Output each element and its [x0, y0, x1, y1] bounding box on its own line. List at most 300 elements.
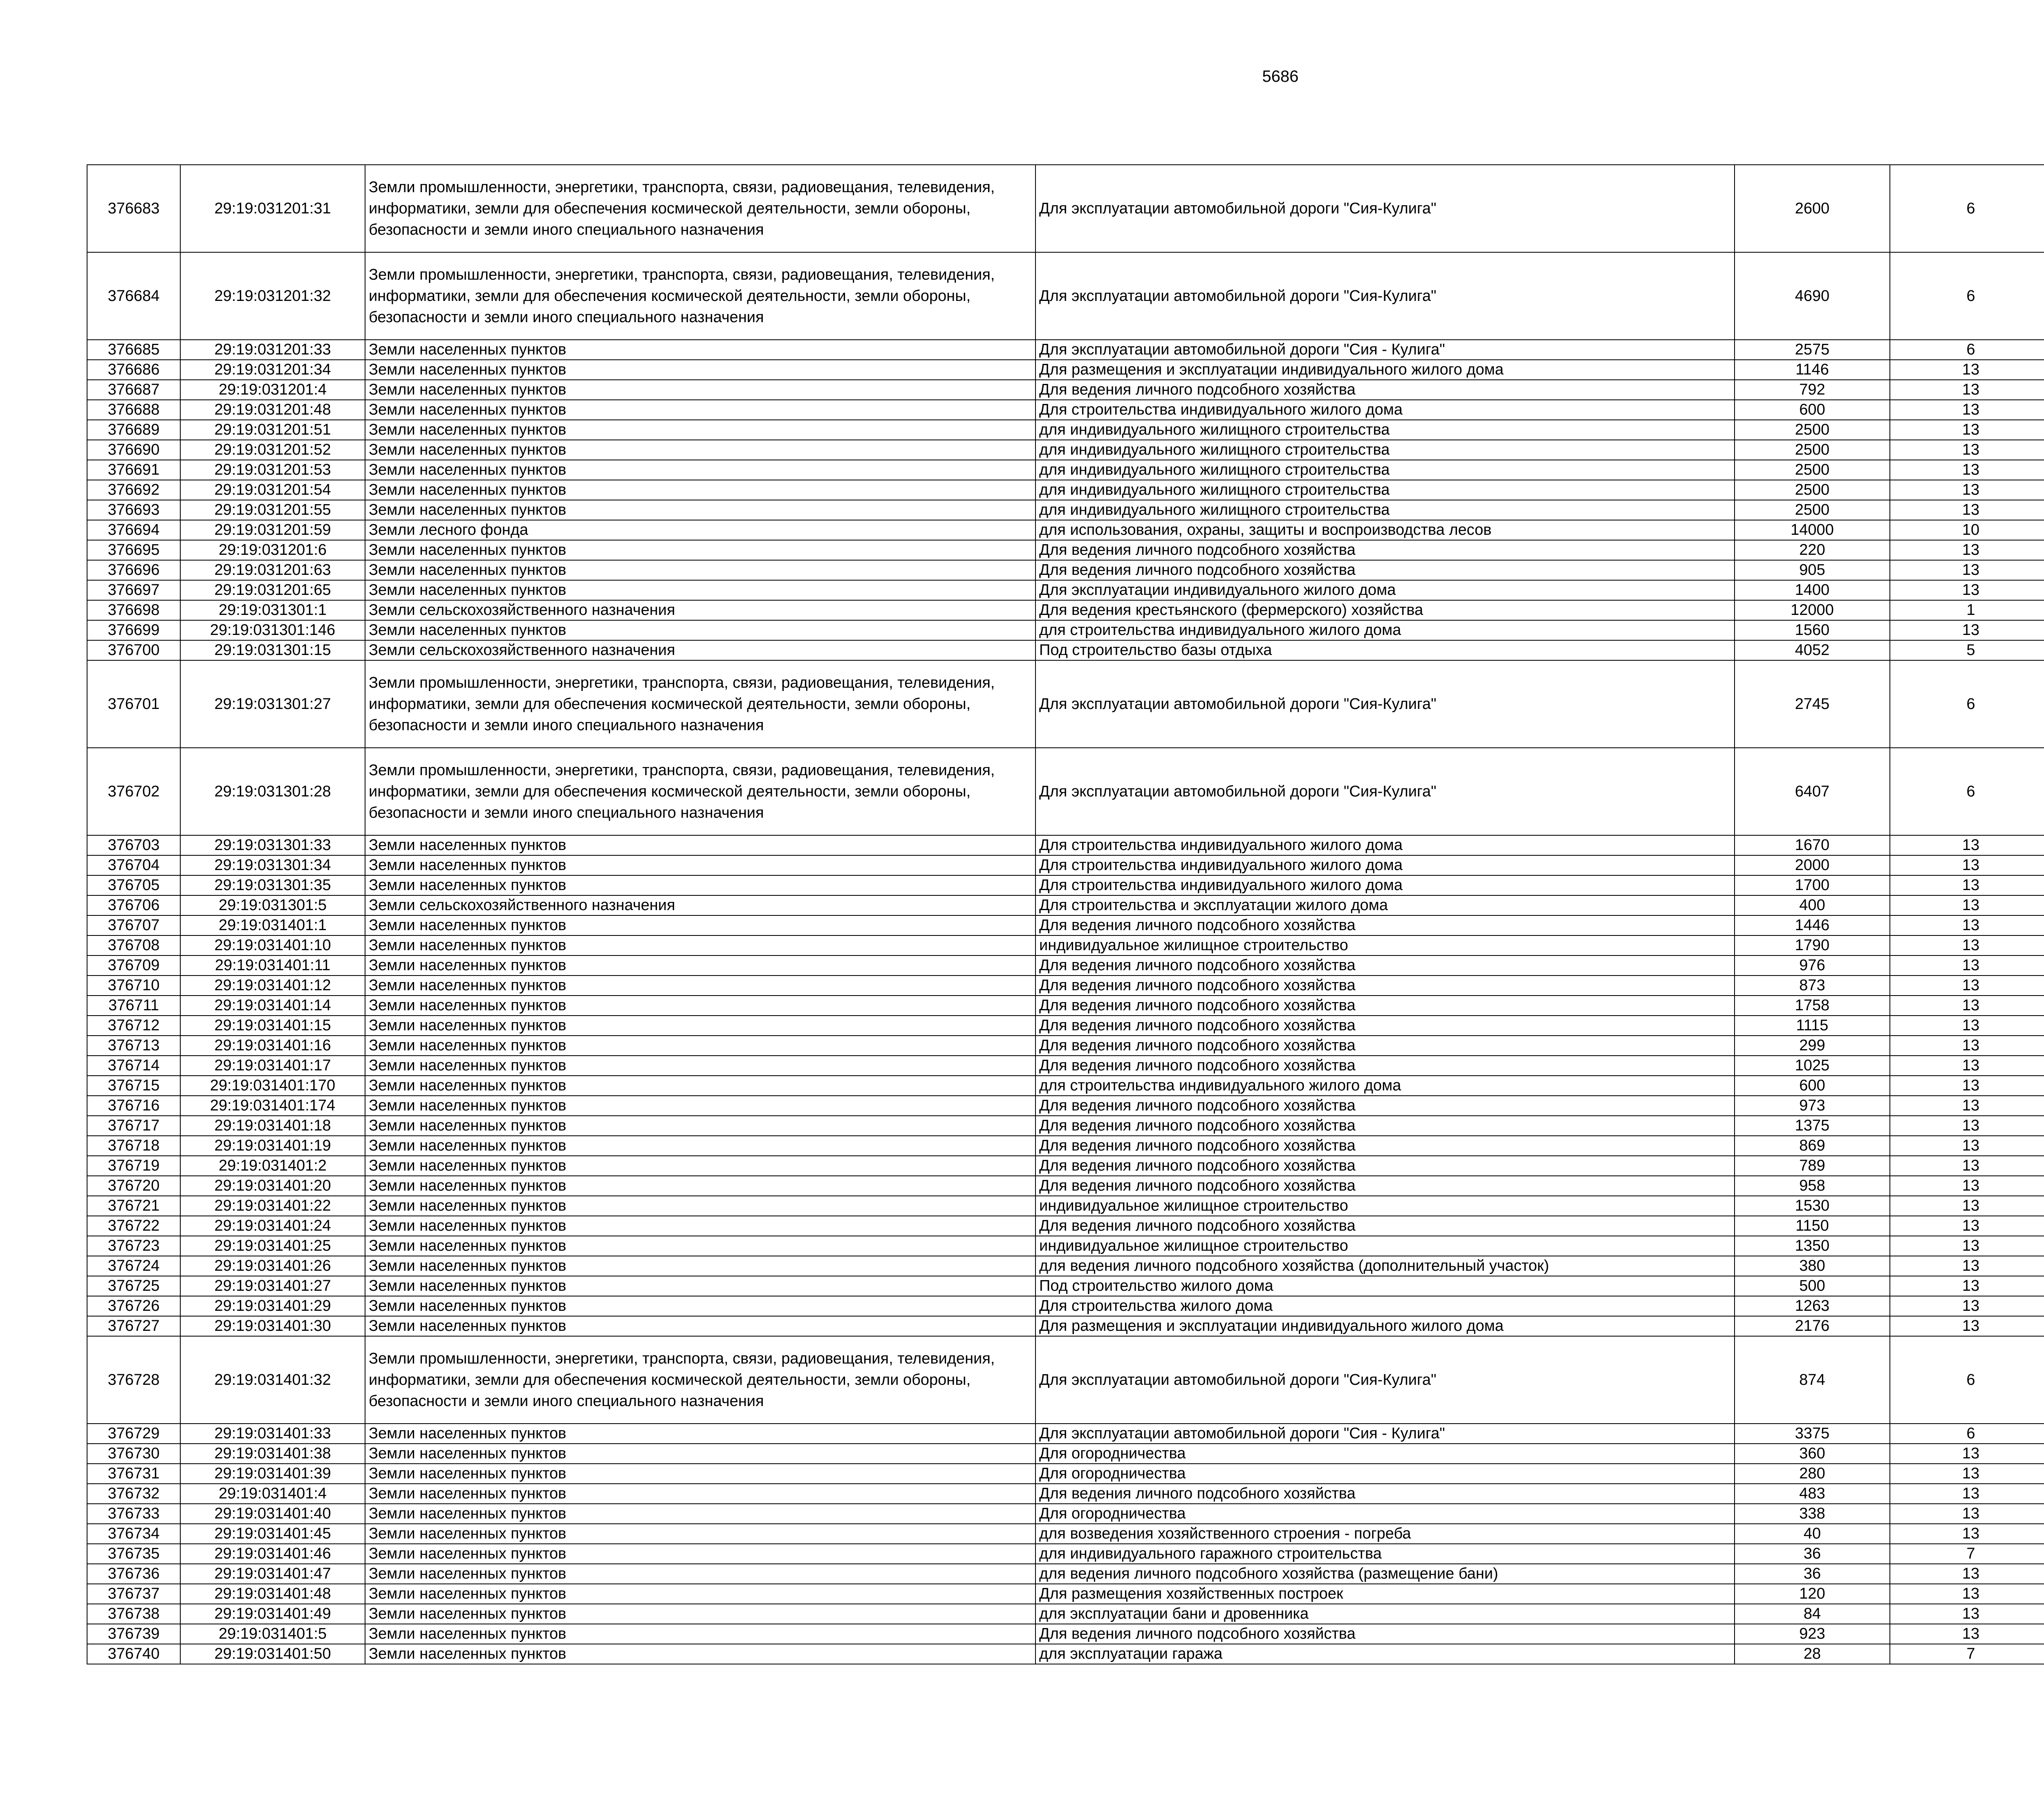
- permitted-use-cell: индивидуальное жилищное строительство: [1035, 935, 1735, 955]
- group-cell: 13: [1890, 560, 2044, 580]
- area-cell: 120: [1735, 1584, 1890, 1604]
- group-cell: 6: [1890, 748, 2044, 835]
- record-id-cell: 376740: [87, 1644, 180, 1664]
- land-category-cell: Земли промышленности, энергетики, транспорта, связи, радиовещания, телевидения, информатики, земли для обеспечения космической деятельности, земли обороны, безопасности и земли иного специального назначения: [365, 1336, 1035, 1424]
- land-category-cell: Земли населенных пунктов: [365, 1584, 1035, 1604]
- land-category-cell: Земли населенных пунктов: [365, 1076, 1035, 1096]
- cadastral-number-cell: 29:19:031301:34: [180, 855, 365, 875]
- table-row: [87, 1096, 2044, 1116]
- group-cell: 13: [1890, 1444, 2044, 1464]
- group-cell: 13: [1890, 955, 2044, 976]
- record-id-cell: 376736: [87, 1564, 180, 1584]
- table-row: [87, 1584, 2044, 1604]
- group-cell: 1: [1890, 600, 2044, 620]
- table-row: [87, 540, 2044, 560]
- area-cell: 2500: [1735, 480, 1890, 500]
- area-cell: 4052: [1735, 640, 1890, 660]
- record-id-cell: 376703: [87, 835, 180, 855]
- cadastral-number-cell: 29:19:031401:174: [180, 1096, 365, 1116]
- land-category-cell: Земли населенных пунктов: [365, 835, 1035, 855]
- permitted-use-cell: Под строительство базы отдыха: [1035, 640, 1735, 660]
- area-cell: 220: [1735, 540, 1890, 560]
- area-cell: 40: [1735, 1524, 1890, 1544]
- permitted-use-cell: Для строительства и эксплуатации жилого дома: [1035, 895, 1735, 915]
- land-category-cell: Земли сельскохозяйственного назначения: [365, 895, 1035, 915]
- land-category-cell: Земли населенных пунктов: [365, 620, 1035, 640]
- cadastral-number-cell: 29:19:031201:51: [180, 420, 365, 440]
- land-category-cell: Земли населенных пунктов: [365, 955, 1035, 976]
- area-cell: 360: [1735, 1444, 1890, 1464]
- record-id-cell: 376737: [87, 1584, 180, 1604]
- area-cell: 873: [1735, 976, 1890, 996]
- table-row: [87, 1444, 2044, 1464]
- cadastral-number-cell: 29:19:031401:33: [180, 1424, 365, 1444]
- record-id-cell: 376707: [87, 915, 180, 935]
- permitted-use-cell: для ведения личного подсобного хозяйства (дополнительный участок): [1035, 1256, 1735, 1276]
- table-row: [87, 1256, 2044, 1276]
- permitted-use-cell: Для эксплуатации автомобильной дороги "Сия - Кулига": [1035, 340, 1735, 360]
- cadastral-number-cell: 29:19:031201:34: [180, 360, 365, 380]
- record-id-cell: 376723: [87, 1236, 180, 1256]
- permitted-use-cell: Для ведения личного подсобного хозяйства: [1035, 996, 1735, 1016]
- group-cell: 6: [1890, 1336, 2044, 1424]
- group-cell: 13: [1890, 1036, 2044, 1056]
- record-id-cell: 376709: [87, 955, 180, 976]
- group-cell: 13: [1890, 1624, 2044, 1644]
- group-cell: 13: [1890, 1136, 2044, 1156]
- group-cell: 13: [1890, 996, 2044, 1016]
- table-row: [87, 252, 2044, 340]
- table-row: [87, 380, 2044, 400]
- cadastral-number-cell: 29:19:031401:17: [180, 1056, 365, 1076]
- area-cell: 28: [1735, 1644, 1890, 1664]
- cadastral-number-cell: 29:19:031401:5: [180, 1624, 365, 1644]
- land-category-cell: Земли населенных пунктов: [365, 1036, 1035, 1056]
- table-row: [87, 620, 2044, 640]
- area-cell: 1150: [1735, 1216, 1890, 1236]
- record-id-cell: 376693: [87, 500, 180, 520]
- cadastral-number-cell: 29:19:031401:45: [180, 1524, 365, 1544]
- group-cell: 13: [1890, 480, 2044, 500]
- land-category-cell: Земли населенных пунктов: [365, 855, 1035, 875]
- permitted-use-cell: Для ведения личного подсобного хозяйства: [1035, 1036, 1735, 1056]
- table-row: [87, 895, 2044, 915]
- group-cell: 6: [1890, 1424, 2044, 1444]
- record-id-cell: 376724: [87, 1256, 180, 1276]
- table-row: [87, 1156, 2044, 1176]
- record-id-cell: 376726: [87, 1296, 180, 1316]
- permitted-use-cell: Для размещения хозяйственных построек: [1035, 1584, 1735, 1604]
- record-id-cell: 376700: [87, 640, 180, 660]
- area-cell: 84: [1735, 1604, 1890, 1624]
- group-cell: 7: [1890, 1644, 2044, 1664]
- land-category-cell: Земли населенных пунктов: [365, 1236, 1035, 1256]
- cadastral-number-cell: 29:19:031401:47: [180, 1564, 365, 1584]
- area-cell: 1115: [1735, 1016, 1890, 1036]
- area-cell: 792: [1735, 380, 1890, 400]
- permitted-use-cell: для индивидуального жилищного строительства: [1035, 440, 1735, 460]
- table-row: [87, 1296, 2044, 1316]
- record-id-cell: 376692: [87, 480, 180, 500]
- permitted-use-cell: Для ведения личного подсобного хозяйства: [1035, 1096, 1735, 1116]
- permitted-use-cell: Для эксплуатации автомобильной дороги "Сия-Кулига": [1035, 748, 1735, 835]
- group-cell: 13: [1890, 620, 2044, 640]
- land-category-cell: Земли населенных пунктов: [365, 935, 1035, 955]
- table-row: [87, 460, 2044, 480]
- cadastral-number-cell: 29:19:031401:2: [180, 1156, 365, 1176]
- permitted-use-cell: Для огородничества: [1035, 1504, 1735, 1524]
- permitted-use-cell: Для ведения личного подсобного хозяйства: [1035, 976, 1735, 996]
- cadastral-number-cell: 29:19:031401:27: [180, 1276, 365, 1296]
- area-cell: 1400: [1735, 580, 1890, 600]
- permitted-use-cell: для строительства индивидуального жилого дома: [1035, 620, 1735, 640]
- table-row: [87, 1644, 2044, 1664]
- land-category-cell: Земли населенных пунктов: [365, 1096, 1035, 1116]
- land-category-cell: Земли населенных пунктов: [365, 1524, 1035, 1544]
- record-id-cell: 376686: [87, 360, 180, 380]
- group-cell: 13: [1890, 1484, 2044, 1504]
- cadastral-number-cell: 29:19:031401:19: [180, 1136, 365, 1156]
- cadastral-number-cell: 29:19:031401:25: [180, 1236, 365, 1256]
- cadastral-number-cell: 29:19:031201:6: [180, 540, 365, 560]
- record-id-cell: 376699: [87, 620, 180, 640]
- land-category-cell: Земли населенных пунктов: [365, 1484, 1035, 1504]
- cadastral-number-cell: 29:19:031201:31: [180, 165, 365, 252]
- land-category-cell: Земли населенных пунктов: [365, 1116, 1035, 1136]
- table-row: [87, 976, 2044, 996]
- area-cell: 280: [1735, 1464, 1890, 1484]
- cadastral-number-cell: 29:19:031401:1: [180, 915, 365, 935]
- area-cell: 36: [1735, 1564, 1890, 1584]
- group-cell: 13: [1890, 1236, 2044, 1256]
- table-row: [87, 1136, 2044, 1156]
- permitted-use-cell: Для огородничества: [1035, 1464, 1735, 1484]
- table-body: [87, 165, 2044, 1664]
- permitted-use-cell: для индивидуального жилищного строительства: [1035, 420, 1735, 440]
- table-row: [87, 1464, 2044, 1484]
- record-id-cell: 376717: [87, 1116, 180, 1136]
- land-category-cell: Земли промышленности, энергетики, транспорта, связи, радиовещания, телевидения, информатики, земли для обеспечения космической деятельности, земли обороны, безопасности и земли иного специального назначения: [365, 748, 1035, 835]
- table-row: [87, 1236, 2044, 1256]
- land-category-cell: Земли населенных пунктов: [365, 875, 1035, 895]
- land-category-cell: Земли населенных пунктов: [365, 560, 1035, 580]
- area-cell: 1146: [1735, 360, 1890, 380]
- cadastral-number-cell: 29:19:031301:35: [180, 875, 365, 895]
- record-id-cell: 376710: [87, 976, 180, 996]
- area-cell: 2500: [1735, 460, 1890, 480]
- area-cell: 1560: [1735, 620, 1890, 640]
- table-row: [87, 855, 2044, 875]
- table-row: [87, 1196, 2044, 1216]
- table-row: [87, 1216, 2044, 1236]
- land-category-cell: Земли населенных пунктов: [365, 1136, 1035, 1156]
- land-category-cell: Земли населенных пунктов: [365, 1196, 1035, 1216]
- table-row: [87, 1336, 2044, 1424]
- permitted-use-cell: Для строительства индивидуального жилого дома: [1035, 855, 1735, 875]
- permitted-use-cell: Для строительства жилого дома: [1035, 1296, 1735, 1316]
- cadastral-number-cell: 29:19:031401:29: [180, 1296, 365, 1316]
- land-category-cell: Земли сельскохозяйственного назначения: [365, 600, 1035, 620]
- cadastral-number-cell: 29:19:031301:5: [180, 895, 365, 915]
- area-cell: 1700: [1735, 875, 1890, 895]
- table-row: [87, 1524, 2044, 1544]
- cadastral-number-cell: 29:19:031401:22: [180, 1196, 365, 1216]
- cadastral-number-cell: 29:19:031401:48: [180, 1584, 365, 1604]
- land-category-cell: Земли населенных пунктов: [365, 1464, 1035, 1484]
- land-category-cell: Земли населенных пунктов: [365, 1644, 1035, 1664]
- group-cell: 13: [1890, 440, 2044, 460]
- permitted-use-cell: Для строительства индивидуального жилого дома: [1035, 835, 1735, 855]
- table-row: [87, 360, 2044, 380]
- group-cell: 13: [1890, 1056, 2044, 1076]
- permitted-use-cell: для эксплуатации гаража: [1035, 1644, 1735, 1664]
- area-cell: 958: [1735, 1176, 1890, 1196]
- area-cell: 14000: [1735, 520, 1890, 540]
- land-category-cell: Земли лесного фонда: [365, 520, 1035, 540]
- group-cell: 6: [1890, 340, 2044, 360]
- record-id-cell: 376739: [87, 1624, 180, 1644]
- cadastral-number-cell: 29:19:031201:63: [180, 560, 365, 580]
- permitted-use-cell: для индивидуального жилищного строительства: [1035, 500, 1735, 520]
- group-cell: 13: [1890, 1176, 2044, 1196]
- cadastral-number-cell: 29:19:031201:53: [180, 460, 365, 480]
- record-id-cell: 376729: [87, 1424, 180, 1444]
- table-row: [87, 1176, 2044, 1196]
- record-id-cell: 376720: [87, 1176, 180, 1196]
- area-cell: 4690: [1735, 252, 1890, 340]
- permitted-use-cell: Для строительства индивидуального жилого дома: [1035, 875, 1735, 895]
- table-row: [87, 1544, 2044, 1564]
- cadastral-number-cell: 29:19:031401:38: [180, 1444, 365, 1464]
- land-category-cell: Земли населенных пунктов: [365, 1056, 1035, 1076]
- record-id-cell: 376702: [87, 748, 180, 835]
- permitted-use-cell: Для эксплуатации автомобильной дороги "Сия - Кулига": [1035, 1424, 1735, 1444]
- cadastral-number-cell: 29:19:031201:52: [180, 440, 365, 460]
- land-category-cell: Земли населенных пунктов: [365, 480, 1035, 500]
- cadastral-number-cell: 29:19:031401:20: [180, 1176, 365, 1196]
- area-cell: 1375: [1735, 1116, 1890, 1136]
- land-category-cell: Земли населенных пунктов: [365, 360, 1035, 380]
- cadastral-number-cell: 29:19:031401:46: [180, 1544, 365, 1564]
- permitted-use-cell: Для огородничества: [1035, 1444, 1735, 1464]
- area-cell: 483: [1735, 1484, 1890, 1504]
- permitted-use-cell: Для ведения личного подсобного хозяйства: [1035, 1156, 1735, 1176]
- area-cell: 380: [1735, 1256, 1890, 1276]
- table-row: [87, 400, 2044, 420]
- land-category-cell: Земли населенных пунктов: [365, 1256, 1035, 1276]
- table-row: [87, 1424, 2044, 1444]
- table-row: [87, 520, 2044, 540]
- permitted-use-cell: для индивидуального жилищного строительства: [1035, 480, 1735, 500]
- cadastral-number-cell: 29:19:031301:15: [180, 640, 365, 660]
- group-cell: 13: [1890, 1524, 2044, 1544]
- land-category-cell: Земли промышленности, энергетики, транспорта, связи, радиовещания, телевидения, информатики, земли для обеспечения космической деятельности, земли обороны, безопасности и земли иного специального назначения: [365, 165, 1035, 252]
- table-row: [87, 640, 2044, 660]
- table-row: [87, 1076, 2044, 1096]
- land-category-cell: Земли сельскохозяйственного назначения: [365, 640, 1035, 660]
- cadastral-number-cell: 29:19:031401:4: [180, 1484, 365, 1504]
- area-cell: 299: [1735, 1036, 1890, 1056]
- table-row: [87, 1036, 2044, 1056]
- land-category-cell: Земли населенных пунктов: [365, 1624, 1035, 1644]
- group-cell: 13: [1890, 935, 2044, 955]
- permitted-use-cell: Для эксплуатации автомобильной дороги "Сия-Кулига": [1035, 1336, 1735, 1424]
- record-id-cell: 376735: [87, 1544, 180, 1564]
- table-row: [87, 580, 2044, 600]
- permitted-use-cell: для ведения личного подсобного хозяйства (размещение бани): [1035, 1564, 1735, 1584]
- land-category-cell: Земли населенных пунктов: [365, 1604, 1035, 1624]
- cadastral-number-cell: 29:19:031301:146: [180, 620, 365, 640]
- record-id-cell: 376698: [87, 600, 180, 620]
- area-cell: 2000: [1735, 855, 1890, 875]
- permitted-use-cell: Для ведения личного подсобного хозяйства: [1035, 1116, 1735, 1136]
- group-cell: 13: [1890, 1584, 2044, 1604]
- group-cell: 13: [1890, 1216, 2044, 1236]
- area-cell: 338: [1735, 1504, 1890, 1524]
- permitted-use-cell: Для ведения личного подсобного хозяйства: [1035, 1176, 1735, 1196]
- permitted-use-cell: Для размещения и эксплуатации индивидуального жилого дома: [1035, 1316, 1735, 1336]
- group-cell: 6: [1890, 252, 2044, 340]
- area-cell: 2500: [1735, 420, 1890, 440]
- area-cell: 2500: [1735, 440, 1890, 460]
- record-id-cell: 376728: [87, 1336, 180, 1424]
- cadastral-number-cell: 29:19:031301:1: [180, 600, 365, 620]
- table-row: [87, 600, 2044, 620]
- area-cell: 600: [1735, 1076, 1890, 1096]
- table-row: [87, 1564, 2044, 1584]
- area-cell: 1670: [1735, 835, 1890, 855]
- cadastral-number-cell: 29:19:031401:32: [180, 1336, 365, 1424]
- record-id-cell: 376696: [87, 560, 180, 580]
- group-cell: 13: [1890, 360, 2044, 380]
- record-id-cell: 376721: [87, 1196, 180, 1216]
- cadastral-number-cell: 29:19:031401:18: [180, 1116, 365, 1136]
- land-category-cell: Земли населенных пунктов: [365, 340, 1035, 360]
- record-id-cell: 376727: [87, 1316, 180, 1336]
- group-cell: 13: [1890, 460, 2044, 480]
- record-id-cell: 376688: [87, 400, 180, 420]
- record-id-cell: 376734: [87, 1524, 180, 1544]
- record-id-cell: 376733: [87, 1504, 180, 1524]
- area-cell: 1263: [1735, 1296, 1890, 1316]
- land-category-cell: Земли населенных пунктов: [365, 1276, 1035, 1296]
- record-id-cell: 376715: [87, 1076, 180, 1096]
- cadastral-number-cell: 29:19:031301:27: [180, 660, 365, 748]
- permitted-use-cell: Под строительство жилого дома: [1035, 1276, 1735, 1296]
- group-cell: 13: [1890, 895, 2044, 915]
- table-row: [87, 660, 2044, 748]
- cadastral-number-cell: 29:19:031401:30: [180, 1316, 365, 1336]
- table-row: [87, 1316, 2044, 1336]
- table-row: [87, 560, 2044, 580]
- record-id-cell: 376719: [87, 1156, 180, 1176]
- record-id-cell: 376701: [87, 660, 180, 748]
- permitted-use-cell: Для ведения личного подсобного хозяйства: [1035, 1056, 1735, 1076]
- group-cell: 13: [1890, 1196, 2044, 1216]
- cadastral-number-cell: 29:19:031201:4: [180, 380, 365, 400]
- table-row: [87, 915, 2044, 935]
- area-cell: 2500: [1735, 500, 1890, 520]
- record-id-cell: 376689: [87, 420, 180, 440]
- cadastral-number-cell: 29:19:031201:32: [180, 252, 365, 340]
- record-id-cell: 376713: [87, 1036, 180, 1056]
- permitted-use-cell: Для ведения личного подсобного хозяйства: [1035, 915, 1735, 935]
- permitted-use-cell: для эксплуатации бани и дровенника: [1035, 1604, 1735, 1624]
- table-row: [87, 1016, 2044, 1036]
- permitted-use-cell: для индивидуального гаражного строительства: [1035, 1544, 1735, 1564]
- table-row: [87, 480, 2044, 500]
- group-cell: 13: [1890, 855, 2044, 875]
- table-row: [87, 165, 2044, 252]
- area-cell: 905: [1735, 560, 1890, 580]
- group-cell: 10: [1890, 520, 2044, 540]
- cadastral-number-cell: 29:19:031301:33: [180, 835, 365, 855]
- cadastral-number-cell: 29:19:031201:54: [180, 480, 365, 500]
- area-cell: 923: [1735, 1624, 1890, 1644]
- permitted-use-cell: Для ведения личного подсобного хозяйства: [1035, 1624, 1735, 1644]
- record-id-cell: 376738: [87, 1604, 180, 1624]
- cadastral-number-cell: 29:19:031401:14: [180, 996, 365, 1016]
- group-cell: 13: [1890, 835, 2044, 855]
- permitted-use-cell: для индивидуального жилищного строительства: [1035, 460, 1735, 480]
- permitted-use-cell: Для ведения личного подсобного хозяйства: [1035, 1484, 1735, 1504]
- area-cell: 976: [1735, 955, 1890, 976]
- group-cell: 5: [1890, 640, 2044, 660]
- group-cell: 13: [1890, 1504, 2044, 1524]
- land-category-cell: Земли населенных пунктов: [365, 540, 1035, 560]
- land-category-cell: Земли промышленности, энергетики, транспорта, связи, радиовещания, телевидения, информатики, земли для обеспечения космической деятельности, земли обороны, безопасности и земли иного специального назначения: [365, 252, 1035, 340]
- group-cell: 13: [1890, 915, 2044, 935]
- cadastral-number-cell: 29:19:031401:49: [180, 1604, 365, 1624]
- cadastral-number-cell: 29:19:031301:28: [180, 748, 365, 835]
- land-registry-table: [87, 164, 2044, 1664]
- land-category-cell: Земли населенных пунктов: [365, 1424, 1035, 1444]
- land-category-cell: Земли населенных пунктов: [365, 1544, 1035, 1564]
- table-row: [87, 500, 2044, 520]
- land-category-cell: Земли населенных пунктов: [365, 400, 1035, 420]
- area-cell: 2176: [1735, 1316, 1890, 1336]
- permitted-use-cell: Для ведения крестьянского (фермерского) хозяйства: [1035, 600, 1735, 620]
- cadastral-number-cell: 29:19:031401:15: [180, 1016, 365, 1036]
- group-cell: 6: [1890, 660, 2044, 748]
- table-row: [87, 1504, 2044, 1524]
- cadastral-number-cell: 29:19:031401:24: [180, 1216, 365, 1236]
- area-cell: 3375: [1735, 1424, 1890, 1444]
- permitted-use-cell: Для эксплуатации автомобильной дороги "Сия-Кулига": [1035, 165, 1735, 252]
- table-row: [87, 420, 2044, 440]
- group-cell: 13: [1890, 540, 2044, 560]
- group-cell: 13: [1890, 1096, 2044, 1116]
- land-category-cell: Земли населенных пунктов: [365, 915, 1035, 935]
- table-row: [87, 935, 2044, 955]
- permitted-use-cell: Для ведения личного подсобного хозяйства: [1035, 1216, 1735, 1236]
- page-number: 5686: [1262, 67, 1299, 85]
- area-cell: 2600: [1735, 165, 1890, 252]
- group-cell: 13: [1890, 380, 2044, 400]
- group-cell: 13: [1890, 1296, 2044, 1316]
- area-cell: 6407: [1735, 748, 1890, 835]
- cadastral-number-cell: 29:19:031201:33: [180, 340, 365, 360]
- land-category-cell: Земли населенных пунктов: [365, 996, 1035, 1016]
- cadastral-number-cell: 29:19:031401:170: [180, 1076, 365, 1096]
- record-id-cell: 376687: [87, 380, 180, 400]
- record-id-cell: 376706: [87, 895, 180, 915]
- land-category-cell: Земли населенных пунктов: [365, 976, 1035, 996]
- permitted-use-cell: Для эксплуатации индивидуального жилого дома: [1035, 580, 1735, 600]
- table-row: [87, 1604, 2044, 1624]
- area-cell: 500: [1735, 1276, 1890, 1296]
- area-cell: 874: [1735, 1336, 1890, 1424]
